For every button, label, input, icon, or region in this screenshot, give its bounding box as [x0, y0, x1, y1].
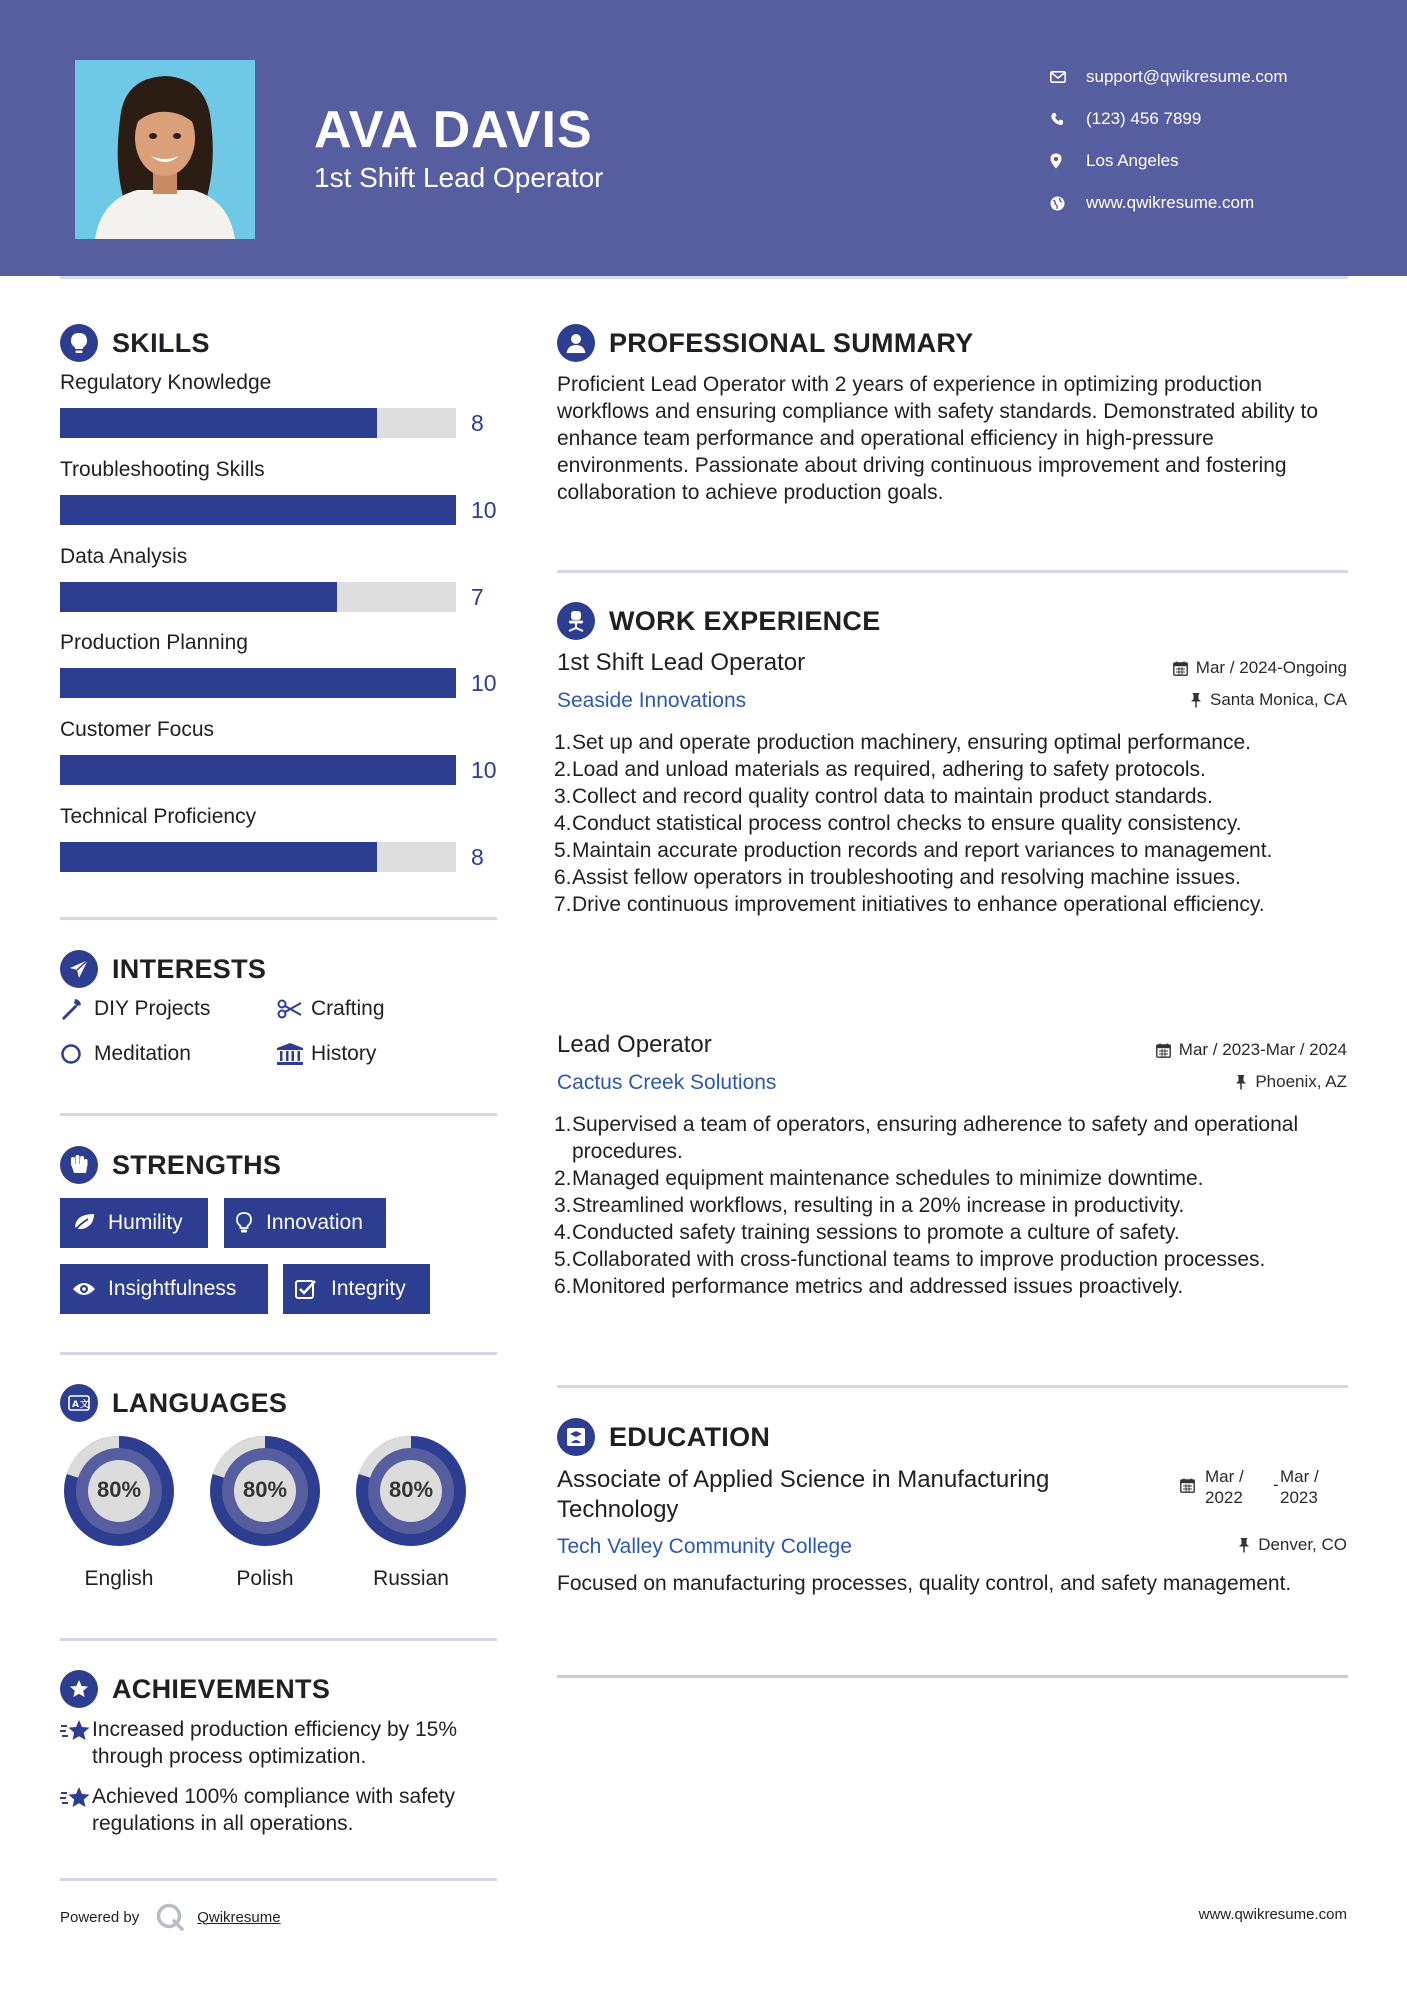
- skill-label: Data Analysis: [60, 545, 188, 568]
- job-bullet: 5. Collaborated with cross-functional teams to improve production processes.: [554, 1248, 1266, 1271]
- footer-brand-link[interactable]: Qwikresume: [197, 1908, 281, 1926]
- language-item: [349, 1429, 473, 1591]
- envelope-icon: [1050, 67, 1086, 87]
- job-bullet: 6. Monitored performance metrics and addressed issues proactively.: [554, 1275, 1184, 1298]
- education-degree: Associate of Applied Science in Manufacturing Technology: [557, 1466, 1050, 1523]
- skill-value: 8: [471, 844, 484, 870]
- education-start-date: Mar / 2022: [1205, 1467, 1244, 1507]
- job-location: Santa Monica, CA: [1190, 690, 1347, 710]
- section-divider: [60, 1878, 497, 1881]
- language-item: [203, 1429, 327, 1591]
- section-divider: [557, 1385, 1348, 1388]
- skills-heading: SKILLS: [60, 324, 210, 362]
- job-bullet: 7. Drive continuous improvement initiatives to enhance operational efficiency.: [554, 893, 1265, 916]
- contact-phone[interactable]: [1050, 98, 1288, 140]
- star-badge-icon: [60, 1670, 98, 1708]
- footer-powered-by: Powered by Qwikresume: [60, 1902, 281, 1932]
- skill-label: Regulatory Knowledge: [60, 371, 272, 394]
- calendar-icon: [1173, 661, 1188, 676]
- pushpin-icon: [1238, 1537, 1250, 1553]
- language-percent: 80%: [388, 1477, 434, 1502]
- paper-plane-icon: [60, 950, 98, 988]
- date-separator: -: [1273, 1475, 1279, 1494]
- leaf-icon: [72, 1213, 108, 1233]
- skill-bar: [60, 668, 456, 698]
- achievement-item: Achieved 100% compliance with safety regulations in all operations.: [60, 1783, 480, 1837]
- language-name: Russian: [373, 1567, 449, 1590]
- skill-value: 7: [471, 584, 484, 610]
- language-name: Polish: [236, 1567, 294, 1590]
- skill-label: Production Planning: [60, 631, 248, 654]
- language-percent: 80%: [242, 1477, 288, 1502]
- eye-icon: [72, 1281, 108, 1297]
- star-icon: [60, 1716, 92, 1770]
- translate-icon: [60, 1384, 98, 1422]
- contact-email-text: support@qwikresume.com: [1086, 67, 1288, 86]
- job-company: Seaside Innovations: [557, 689, 747, 712]
- strength-chip: Insightfulness: [60, 1264, 268, 1314]
- job-bullet: 2. Load and unload materials as required, adhering to safety protocols.: [554, 758, 1206, 781]
- resume-header: [0, 0, 1407, 276]
- job-location: Phoenix, AZ: [1235, 1072, 1347, 1092]
- strength-chip: Innovation: [224, 1198, 386, 1248]
- user-icon: [557, 324, 595, 362]
- contact-email[interactable]: [1050, 56, 1288, 98]
- circle-icon: [60, 1043, 94, 1065]
- pushpin-icon: [1235, 1074, 1247, 1090]
- section-divider: [60, 1638, 497, 1641]
- achievement-item: Increased production efficiency by 15% through process optimization.: [60, 1716, 480, 1770]
- location-pin-icon: [1050, 151, 1086, 171]
- job-bullet: 1. Set up and operate production machinery, ensuring optimal performance.: [554, 731, 1252, 754]
- fist-icon: [60, 1146, 98, 1184]
- calendar-icon: [1156, 1043, 1171, 1058]
- job-company: Cactus Creek Solutions: [557, 1071, 777, 1094]
- education-end-date: Mar / 2023: [1280, 1467, 1319, 1507]
- contact-phone-text: (123) 456 7899: [1086, 109, 1202, 128]
- lightbulb-icon: [60, 324, 98, 362]
- candidate-title: 1st Shift Lead Operator: [314, 162, 604, 193]
- skill-label: Technical Proficiency: [60, 805, 257, 828]
- job-bullet: 4. Conduct statistical process control checks to ensure quality consistency.: [554, 812, 1242, 835]
- museum-icon: [277, 1043, 311, 1065]
- phone-icon: [1050, 109, 1086, 129]
- job-date: Mar / 2024-Ongoing: [1173, 658, 1347, 678]
- strengths-heading: STRENGTHS: [60, 1146, 281, 1184]
- interest-item: History: [277, 1042, 376, 1066]
- section-divider: [557, 570, 1348, 573]
- skill-label: Troubleshooting Skills: [60, 458, 265, 481]
- skill-bar: [60, 408, 456, 438]
- section-divider: [60, 1113, 497, 1116]
- candidate-name: AVA DAVIS: [314, 101, 593, 159]
- job-bullet: 5. Maintain accurate production records and report variances to management.: [554, 839, 1273, 862]
- contact-location-text: Los Angeles: [1086, 151, 1179, 170]
- contact-website[interactable]: [1050, 182, 1288, 224]
- lightbulb-icon: [236, 1212, 266, 1234]
- interest-item: Meditation: [60, 1042, 191, 1066]
- interests-heading: INTERESTS: [60, 950, 266, 988]
- skill-value: 8: [471, 410, 484, 436]
- education-school: Tech Valley Community College: [557, 1535, 852, 1558]
- language-name: English: [84, 1567, 154, 1590]
- skill-label: Customer Focus: [60, 718, 215, 741]
- scissors-icon: [277, 999, 311, 1019]
- svg-text:A: A: [72, 1400, 80, 1410]
- skill-bar: [60, 495, 456, 525]
- skill-bar-fill: [60, 408, 377, 438]
- job-bullet: 6. Assist fellow operators in troubleshooting and resolving machine issues.: [554, 866, 1241, 889]
- skill-bar-fill: [60, 842, 377, 872]
- graduate-icon: [557, 1418, 595, 1456]
- summary-text: Proficient Lead Operator with 2 years of experience in optimizing production workflows and ensuring compliance with safety standards. Demonstrated ability to enhance team performance and operational efficiency in high-pressure environments. Passionate about driving continuous improvement and fostering collaboration to achieve production goals.: [557, 373, 1319, 504]
- star-icon: [60, 1783, 92, 1837]
- skill-value: 10: [471, 497, 497, 523]
- svg-text:文: 文: [80, 1400, 90, 1410]
- skill-bar-fill: [60, 495, 456, 525]
- globe-icon: [1050, 193, 1086, 213]
- section-divider: [60, 917, 497, 920]
- education-heading: EDUCATION: [557, 1418, 770, 1456]
- job-date: Mar / 2023-Mar / 2024: [1156, 1040, 1347, 1060]
- section-divider: [557, 1675, 1348, 1678]
- interest-item: DIY Projects: [60, 997, 210, 1021]
- skill-bar: [60, 755, 456, 785]
- language-item: [57, 1429, 181, 1591]
- skill-bar-fill: [60, 668, 456, 698]
- skill-value: 10: [471, 670, 497, 696]
- interest-item: Crafting: [277, 997, 385, 1021]
- strength-chip: Humility: [60, 1198, 208, 1248]
- qwikresume-logo-icon: [155, 1902, 185, 1932]
- skill-bar: [60, 842, 456, 872]
- calendar-icon: [1180, 1478, 1195, 1498]
- skill-value: 10: [471, 757, 497, 783]
- job-title: Lead Operator: [557, 1031, 712, 1058]
- check-square-icon: [295, 1278, 331, 1300]
- job-bullet: 3. Streamlined workflows, resulting in a 20% increase in productivity.: [554, 1194, 1185, 1217]
- job-bullet: 4. Conducted safety training sessions to promote a culture of safety.: [554, 1221, 1180, 1244]
- language-percent: 80%: [96, 1477, 142, 1502]
- skill-bar: [60, 582, 456, 612]
- job-bullet: 2. Managed equipment maintenance schedules to minimize downtime.: [554, 1167, 1204, 1190]
- pushpin-icon: [1190, 692, 1202, 708]
- languages-heading: A 文 LANGUAGES: [60, 1384, 287, 1422]
- skill-bar-fill: [60, 755, 456, 785]
- achievements-heading: ACHIEVEMENTS: [60, 1670, 330, 1708]
- office-chair-icon: [557, 602, 595, 640]
- wrench-icon: [60, 998, 94, 1020]
- job-bullets: [554, 729, 1347, 918]
- job-bullets: [554, 1111, 1347, 1300]
- contact-list: [1050, 56, 1288, 224]
- header-divider: [60, 276, 1348, 279]
- experience-heading: WORK EXPERIENCE: [557, 602, 881, 640]
- education-location: Denver, CO: [1238, 1535, 1347, 1555]
- strength-chip: Integrity: [283, 1264, 430, 1314]
- job-bullet: 3. Collect and record quality control data to maintain product standards.: [554, 785, 1213, 808]
- job-bullet: 1. Supervised a team of operators, ensuring adherence to safety and operational procedures.: [554, 1113, 1299, 1163]
- education-description: Focused on manufacturing processes, quality control, and safety management.: [557, 1572, 1292, 1595]
- job-title: 1st Shift Lead Operator: [557, 649, 806, 676]
- section-divider: [60, 1352, 497, 1355]
- contact-location: [1050, 140, 1288, 182]
- summary-heading: PROFESSIONAL SUMMARY: [557, 324, 974, 362]
- skill-bar-fill: [60, 582, 337, 612]
- contact-website-text: www.qwikresume.com: [1086, 193, 1255, 212]
- footer-website[interactable]: www.qwikresume.com: [1198, 1906, 1347, 1923]
- profile-photo: [75, 60, 255, 239]
